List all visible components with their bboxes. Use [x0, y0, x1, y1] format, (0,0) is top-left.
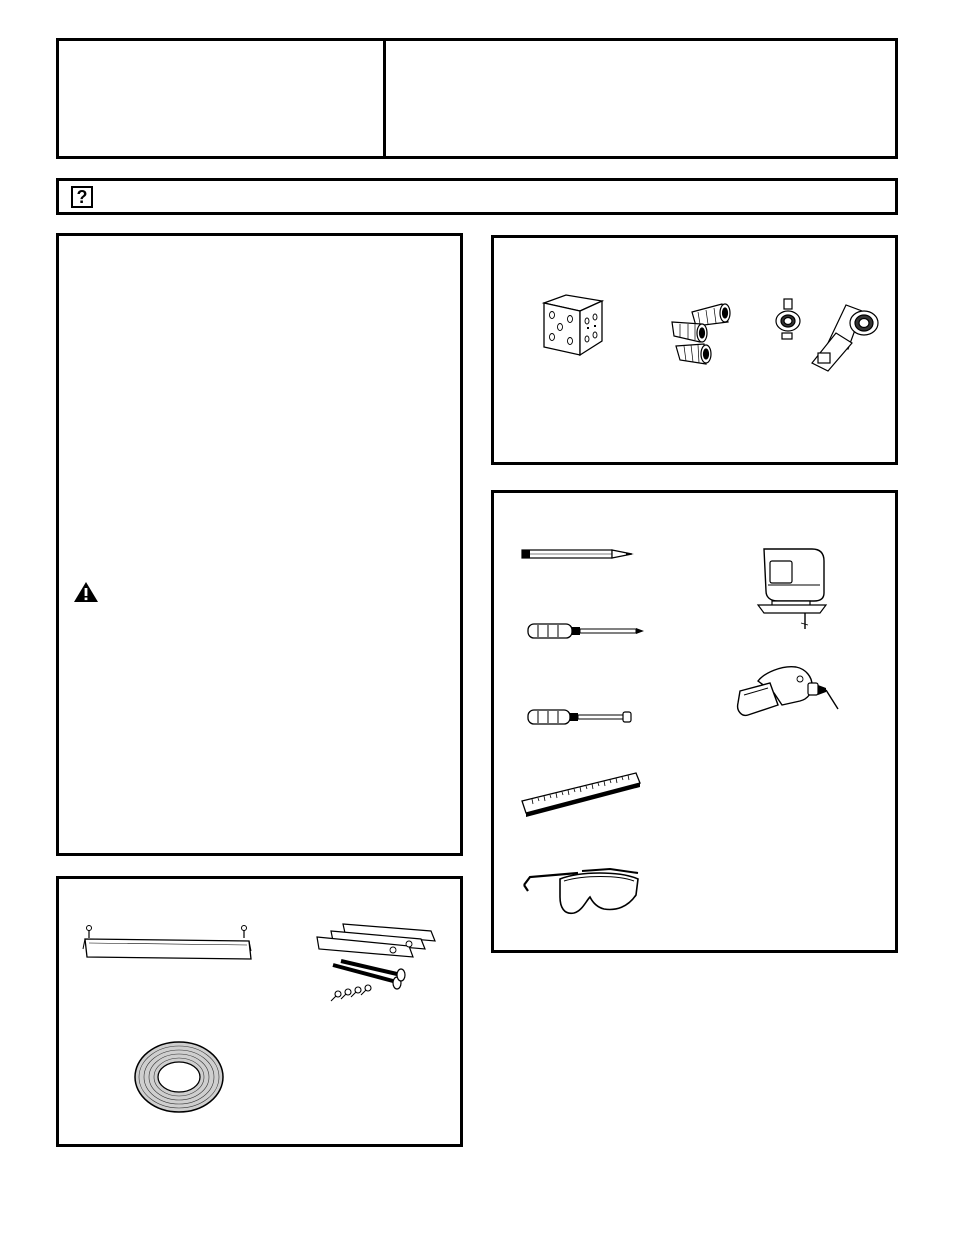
ruler-icon: [518, 771, 642, 821]
help-bar: [56, 178, 898, 215]
wire-nuts-icon: [670, 300, 736, 370]
safety-glasses-icon: [520, 867, 644, 919]
mounting-brackets-and-screws-icon: [313, 919, 443, 1014]
flat-blade-screwdriver-icon: [526, 707, 636, 727]
pencil-icon: [520, 547, 640, 561]
tools-needed-panel: [491, 490, 898, 953]
jigsaw-icon: [750, 545, 832, 631]
question-mark-icon: ?: [71, 186, 93, 208]
warning-triangle-icon: [73, 581, 99, 603]
info-panel: [56, 233, 463, 856]
parts-included-panel: [56, 876, 463, 1147]
foam-tape-roll-icon: [133, 1039, 225, 1115]
materials-needed-panel: [491, 235, 898, 465]
strain-relief-connectors-icon: [772, 293, 888, 371]
header-title-block: [56, 38, 898, 159]
trim-strip-with-screws-icon: [77, 923, 257, 967]
junction-box-icon: [540, 293, 606, 357]
drill-icon: [734, 663, 844, 723]
header-divider: [383, 41, 386, 156]
phillips-screwdriver-icon: [526, 621, 646, 641]
